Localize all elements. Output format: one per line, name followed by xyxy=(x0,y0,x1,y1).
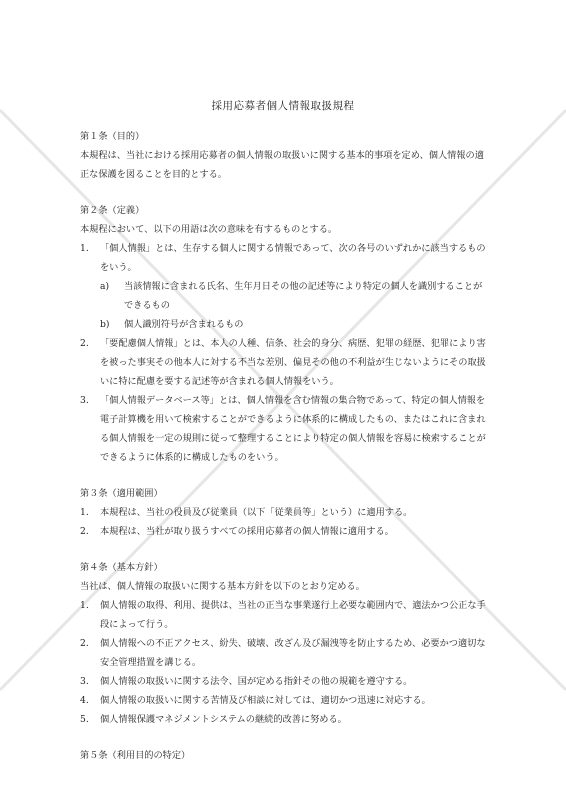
item-text: 本規程は、当社が取り扱うすべての採用応募者の個人情報に適用する。 xyxy=(100,526,394,537)
item-number: 5. xyxy=(80,714,89,725)
item-number: 3. xyxy=(80,395,89,406)
article-heading: 第５条（利用目的の特定） xyxy=(80,750,191,761)
item-text: 「個人情報データベース等」とは、個人情報を含む情報の集合物であって、特定の個人情報を電子計算機を用いて検索することができるように体系的に構成したもの、またはこれに含まれる個人情報を一定の規則に従って整理することにより特定の個人情報を容易に検索することができるように体系的に構成したものをいう。 xyxy=(100,395,486,463)
list-item xyxy=(80,391,490,467)
list-item xyxy=(80,522,490,541)
item-number: 1. xyxy=(80,507,89,518)
item-text: 個人情報保護マネジメントシステムの継続的改善に努める。 xyxy=(100,714,347,725)
sub-item-text: 当該情報に含まれる氏名、生年月日その他の記述等により特定の個人を識別することができるもの xyxy=(124,281,483,311)
section-article-3 xyxy=(80,484,490,541)
item-text: 個人情報の取得、利用、提供は、当社の正当な事業遂行上必要な範囲内で、適法かつ公正な手段によって行う。 xyxy=(100,600,486,630)
item-text: 「要配慮個人情報」とは、本人の人種、信条、社会的身分、病歴、犯罪の経歴、犯罪により害を被った事実その他本人に対する不当な差別、偏見その他の不利益が生じないようにその取扱いに特に配慮を要する記述等が含まれる個人情報をいう。 xyxy=(100,338,486,387)
list-item xyxy=(80,634,490,672)
document-body xyxy=(80,127,490,782)
list-item xyxy=(80,239,490,277)
item-number: 2. xyxy=(80,338,89,349)
article-paragraph: 本規程は、当社における採用応募者の個人情報の取扱いに関する基本的事項を定め、個人情報の適正な保護を図ることを目的とする。 xyxy=(80,150,484,180)
item-text: 個人情報への不正アクセス、紛失、破壊、改ざん及び漏洩等を防止するため、必要かつ適切な安全管理措置を講じる。 xyxy=(100,638,486,668)
item-number: 1. xyxy=(80,600,89,611)
section-article-4 xyxy=(80,558,490,729)
section-article-2 xyxy=(80,201,490,467)
item-text: 個人情報の取扱いに関する法令、国が定める指針その他の規範を遵守する。 xyxy=(100,676,413,687)
section-article-5 xyxy=(80,746,490,765)
article-paragraph: 本規程において、以下の用語は次の意味を有するものとする。 xyxy=(80,224,338,235)
item-number: 3. xyxy=(80,676,89,687)
item-text: 本規程は、当社の役員及び従業員（以下「従業員等」という）に適用する。 xyxy=(100,507,413,518)
article-heading: 第１条（目的） xyxy=(80,131,145,142)
section-article-1 xyxy=(80,127,490,184)
sub-item-label: b) xyxy=(100,319,110,330)
item-number: 2. xyxy=(80,638,89,649)
list-item xyxy=(80,503,490,522)
item-number: 4. xyxy=(80,695,89,706)
item-number: 1. xyxy=(80,243,89,254)
article-heading: 第２条（定義） xyxy=(80,205,145,216)
article-heading: 第３条（適用範囲） xyxy=(80,488,163,499)
item-text: 個人情報の取扱いに関する苦情及び相談に対しては、適切かつ迅速に対応する。 xyxy=(100,695,431,706)
sub-list-item xyxy=(80,277,490,315)
article-paragraph: 当社は、個人情報の取扱いに関する基本方針を以下のとおり定める。 xyxy=(80,581,365,592)
list-item xyxy=(80,672,490,691)
list-item xyxy=(80,691,490,710)
sub-item-text: 個人識別符号が含まれるもの xyxy=(124,319,244,330)
article-heading: 第４条（基本方針） xyxy=(80,562,163,573)
sub-item-label: a) xyxy=(100,281,110,292)
list-item xyxy=(80,334,490,391)
list-item xyxy=(80,596,490,634)
sub-list-item xyxy=(80,315,490,334)
list-item xyxy=(80,710,490,729)
item-number: 2. xyxy=(80,526,89,537)
item-text: 「個人情報」とは、生存する個人に関する情報であって、次の各号のいずれかに該当するものをいう。 xyxy=(100,243,486,273)
document-title: 採用応募者個人情報取扱規程 xyxy=(211,100,355,112)
